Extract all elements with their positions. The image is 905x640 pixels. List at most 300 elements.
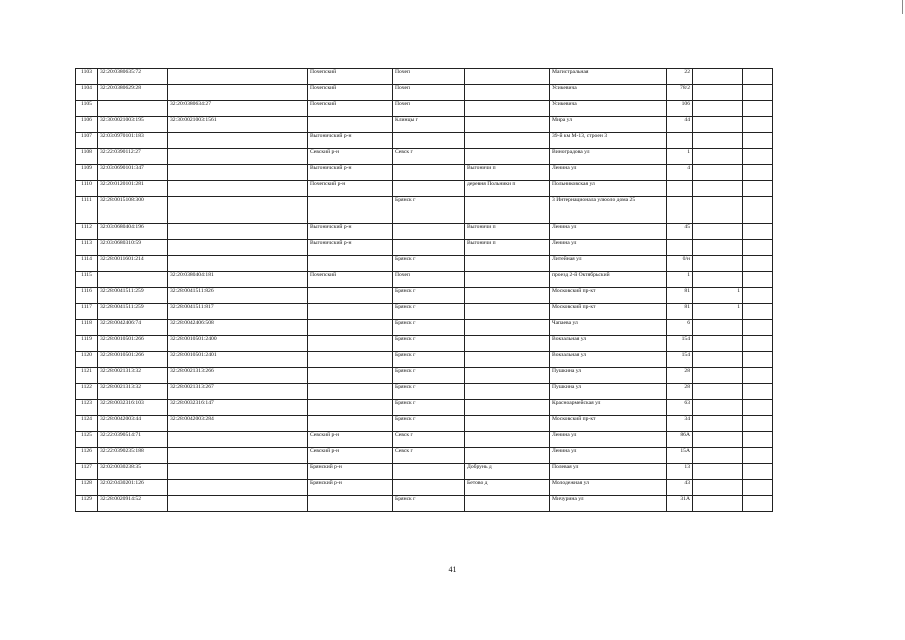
district-cell: Почепский: [308, 101, 393, 117]
house-number-cell: [667, 133, 693, 149]
settlement-cell: [465, 304, 550, 320]
cadastral-number-cell: 32:28:0011601:214: [98, 256, 168, 272]
table-row: [76, 400, 773, 416]
object-cadastral-number-cell: [168, 149, 308, 165]
city-cell: Брянск г: [393, 384, 465, 400]
district-cell: Севский р-н: [308, 448, 393, 464]
settlement-cell: [465, 496, 550, 512]
street-cell: Ленина ул: [550, 240, 667, 256]
district-cell: [308, 320, 393, 336]
city-cell: Брянск г: [393, 197, 465, 224]
district-cell: Почепский: [308, 272, 393, 288]
city-cell: Почеп: [393, 69, 465, 85]
house-number-cell: 15А: [667, 448, 693, 464]
table-row: [76, 288, 773, 304]
house-number-cell: 0/н: [667, 256, 693, 272]
street-cell: Пушкина ул: [550, 384, 667, 400]
district-cell: [308, 197, 393, 224]
street-cell: 3 Интернационала улюоло дома 25: [550, 197, 667, 224]
settlement-cell: [465, 448, 550, 464]
city-cell: Севск г: [393, 432, 465, 448]
settlement-cell: [465, 197, 550, 224]
apartment-cell: [743, 101, 773, 117]
row-number-cell: 1113: [76, 240, 98, 256]
building-cell: [693, 352, 743, 368]
building-cell: [693, 256, 743, 272]
settlement-cell: деревня Польники п: [465, 181, 550, 197]
row-number-cell: 1119: [76, 336, 98, 352]
city-cell: Севск г: [393, 448, 465, 464]
cadastral-number-cell: 32:28:0042406:74: [98, 320, 168, 336]
apartment-cell: [743, 288, 773, 304]
cadastral-number-cell: 32:28:0015108:300: [98, 197, 168, 224]
row-number-cell: 1122: [76, 384, 98, 400]
settlement-cell: [465, 101, 550, 117]
house-number-cell: [667, 197, 693, 224]
cadastral-number-cell: 32:28:0021313:32: [98, 368, 168, 384]
district-cell: [308, 256, 393, 272]
row-number-cell: 1116: [76, 288, 98, 304]
district-cell: Выгоничский р-н: [308, 165, 393, 181]
house-number-cell: 22: [667, 69, 693, 85]
city-cell: [393, 181, 465, 197]
cadastral-number-cell: 32:20:0380635:72: [98, 69, 168, 85]
city-cell: Брянск г: [393, 320, 465, 336]
street-cell: Вокзальная ул: [550, 336, 667, 352]
street-cell: Полевая ул: [550, 464, 667, 480]
street-cell: Мичурина ул: [550, 496, 667, 512]
settlement-cell: [465, 133, 550, 149]
table-row: [76, 197, 773, 224]
row-number-cell: 1128: [76, 480, 98, 496]
district-cell: Севский р-н: [308, 432, 393, 448]
apartment-cell: [743, 432, 773, 448]
apartment-cell: [743, 416, 773, 432]
object-cadastral-number-cell: [168, 448, 308, 464]
street-cell: Ленина ул: [550, 448, 667, 464]
house-number-cell: 81: [667, 304, 693, 320]
building-cell: [693, 496, 743, 512]
street-cell: Ленина ул: [550, 432, 667, 448]
settlement-cell: Добрунь д: [465, 464, 550, 480]
object-cadastral-number-cell: [168, 181, 308, 197]
row-number-cell: 1103: [76, 69, 98, 85]
city-cell: [393, 165, 465, 181]
cadastral-number-cell: 32:28:0010501:266: [98, 336, 168, 352]
apartment-cell: [743, 240, 773, 256]
street-cell: Магистральная: [550, 69, 667, 85]
building-cell: [693, 181, 743, 197]
cadastral-number-cell: 32:28:0041511:259: [98, 304, 168, 320]
building-cell: [693, 224, 743, 240]
city-cell: Брянск г: [393, 304, 465, 320]
row-number-cell: 1126: [76, 448, 98, 464]
street-cell: Московский пр-кт: [550, 416, 667, 432]
building-cell: 1: [693, 288, 743, 304]
table-row: [76, 240, 773, 256]
apartment-cell: [743, 85, 773, 101]
table-row: [76, 496, 773, 512]
building-cell: 1: [693, 304, 743, 320]
cadastral-number-cell: 32:03:0690101:347: [98, 165, 168, 181]
district-cell: Выгоничский р-н: [308, 224, 393, 240]
cadastral-number-cell: 32:02:0430201:126: [98, 480, 168, 496]
cadastral-number-cell: 32:22:0390514:71: [98, 432, 168, 448]
house-number-cell: 4: [667, 165, 693, 181]
city-cell: Почеп: [393, 272, 465, 288]
row-number-cell: 1108: [76, 149, 98, 165]
cadastral-number-cell: 32:28:0032316:103: [98, 400, 168, 416]
cadastral-number-cell: 32:03:0680404:196: [98, 224, 168, 240]
object-cadastral-number-cell: 32:20:0380634:27: [168, 101, 308, 117]
street-cell: Усикевича: [550, 85, 667, 101]
settlement-cell: [465, 384, 550, 400]
cadastral-number-cell: 32:28:0010501:266: [98, 352, 168, 368]
apartment-cell: [743, 448, 773, 464]
apartment-cell: [743, 197, 773, 224]
city-cell: [393, 133, 465, 149]
object-cadastral-number-cell: [168, 464, 308, 480]
object-cadastral-number-cell: 32:28:0021313:267: [168, 384, 308, 400]
building-cell: [693, 400, 743, 416]
apartment-cell: [743, 165, 773, 181]
house-number-cell: 154: [667, 336, 693, 352]
settlement-cell: Выгоничи п: [465, 240, 550, 256]
house-number-cell: 86А: [667, 432, 693, 448]
cadastral-number-cell: [98, 272, 168, 288]
row-number-cell: 1112: [76, 224, 98, 240]
city-cell: [393, 464, 465, 480]
settlement-cell: [465, 85, 550, 101]
street-cell: Московский пр-кт: [550, 304, 667, 320]
object-cadastral-number-cell: 32:28:0041511:817: [168, 304, 308, 320]
building-cell: [693, 240, 743, 256]
building-cell: [693, 384, 743, 400]
street-cell: проезд 2-й Октябрьский: [550, 272, 667, 288]
house-number-cell: 43: [667, 480, 693, 496]
building-cell: [693, 117, 743, 133]
district-cell: Брянский р-н: [308, 480, 393, 496]
building-cell: [693, 197, 743, 224]
table-row: [76, 272, 773, 288]
apartment-cell: [743, 133, 773, 149]
apartment-cell: [743, 336, 773, 352]
cadastral-number-cell: 32:02:0030238:35: [98, 464, 168, 480]
street-cell: Пушкина ул: [550, 368, 667, 384]
district-cell: [308, 400, 393, 416]
street-cell: Виноградова ул: [550, 149, 667, 165]
house-number-cell: 1: [667, 149, 693, 165]
street-cell: Молодежная ул: [550, 480, 667, 496]
row-number-cell: 1110: [76, 181, 98, 197]
settlement-cell: [465, 69, 550, 85]
district-cell: [308, 304, 393, 320]
object-cadastral-number-cell: 32:28:0010501:2400: [168, 336, 308, 352]
building-cell: [693, 368, 743, 384]
apartment-cell: [743, 480, 773, 496]
city-cell: Почеп: [393, 101, 465, 117]
cadastral-number-cell: 32:28:0021313:32: [98, 384, 168, 400]
row-number-cell: 1129: [76, 496, 98, 512]
table-row: [76, 384, 773, 400]
street-cell: Чапаева ул: [550, 320, 667, 336]
settlement-cell: Выгоничи п: [465, 165, 550, 181]
house-number-cell: 28: [667, 368, 693, 384]
house-number-cell: 106: [667, 101, 693, 117]
building-cell: [693, 149, 743, 165]
settlement-cell: [465, 336, 550, 352]
district-cell: [308, 117, 393, 133]
object-cadastral-number-cell: [168, 240, 308, 256]
row-number-cell: 1111: [76, 197, 98, 224]
table-row: [76, 256, 773, 272]
city-cell: [393, 240, 465, 256]
object-cadastral-number-cell: [168, 480, 308, 496]
table-row: [76, 101, 773, 117]
table-row: [76, 304, 773, 320]
apartment-cell: [743, 181, 773, 197]
house-number-cell: 1: [667, 272, 693, 288]
house-number-cell: 154: [667, 352, 693, 368]
table-body: [76, 69, 773, 512]
building-cell: [693, 416, 743, 432]
settlement-cell: [465, 432, 550, 448]
district-cell: [308, 368, 393, 384]
row-number-cell: 1106: [76, 117, 98, 133]
house-number-cell: [667, 181, 693, 197]
table-row: [76, 181, 773, 197]
apartment-cell: [743, 496, 773, 512]
house-number-cell: 45: [667, 224, 693, 240]
settlement-cell: [465, 352, 550, 368]
building-cell: [693, 464, 743, 480]
building-cell: [693, 133, 743, 149]
cadastral-number-cell: 32:28:0042003:44: [98, 416, 168, 432]
object-cadastral-number-cell: [168, 69, 308, 85]
street-cell: Ленина ул: [550, 224, 667, 240]
apartment-cell: [743, 272, 773, 288]
district-cell: [308, 352, 393, 368]
cadastral-number-cell: 32:03:0970101:183: [98, 133, 168, 149]
city-cell: Брянск г: [393, 256, 465, 272]
street-cell: Усикевича: [550, 101, 667, 117]
district-cell: Севский р-н: [308, 149, 393, 165]
cadastral-number-cell: 32:30:0021003:195: [98, 117, 168, 133]
city-cell: Брянск г: [393, 368, 465, 384]
street-cell: Мира ул: [550, 117, 667, 133]
city-cell: Брянск г: [393, 496, 465, 512]
row-number-cell: 1114: [76, 256, 98, 272]
object-cadastral-number-cell: [168, 197, 308, 224]
apartment-cell: [743, 368, 773, 384]
house-number-cell: 44: [667, 117, 693, 133]
building-cell: [693, 165, 743, 181]
district-cell: Выгоничский р-н: [308, 240, 393, 256]
building-cell: [693, 448, 743, 464]
building-cell: [693, 320, 743, 336]
district-cell: Почепский: [308, 85, 393, 101]
settlement-cell: [465, 368, 550, 384]
row-number-cell: 1123: [76, 400, 98, 416]
street-cell: Литейная ул: [550, 256, 667, 272]
table-row: [76, 416, 773, 432]
table-row: [76, 224, 773, 240]
table-row: [76, 117, 773, 133]
house-number-cell: 28: [667, 384, 693, 400]
district-cell: Брянский р-н: [308, 464, 393, 480]
building-cell: [693, 85, 743, 101]
object-cadastral-number-cell: 32:28:0041511:826: [168, 288, 308, 304]
cadastral-number-cell: 32:22:0390112:27: [98, 149, 168, 165]
object-cadastral-number-cell: [168, 85, 308, 101]
object-cadastral-number-cell: [168, 256, 308, 272]
district-cell: [308, 416, 393, 432]
house-number-cell: [667, 240, 693, 256]
district-cell: Выгоничский р-н: [308, 133, 393, 149]
settlement-cell: [465, 272, 550, 288]
city-cell: Брянск г: [393, 352, 465, 368]
apartment-cell: [743, 149, 773, 165]
city-cell: [393, 480, 465, 496]
city-cell: Брянск г: [393, 400, 465, 416]
settlement-cell: [465, 149, 550, 165]
object-cadastral-number-cell: 32:28:0010501:2401: [168, 352, 308, 368]
building-cell: [693, 69, 743, 85]
district-cell: [308, 336, 393, 352]
row-number-cell: 1115: [76, 272, 98, 288]
object-cadastral-number-cell: [168, 165, 308, 181]
table-row: [76, 165, 773, 181]
page-number: 41: [448, 565, 457, 574]
district-cell: [308, 288, 393, 304]
object-cadastral-number-cell: 32:28:0042003:284: [168, 416, 308, 432]
object-cadastral-number-cell: 32:20:0380404:181: [168, 272, 308, 288]
city-cell: Брянск г: [393, 336, 465, 352]
building-cell: [693, 432, 743, 448]
object-cadastral-number-cell: [168, 432, 308, 448]
row-number-cell: 1124: [76, 416, 98, 432]
apartment-cell: [743, 384, 773, 400]
table-row: [76, 432, 773, 448]
row-number-cell: 1104: [76, 85, 98, 101]
building-cell: [693, 272, 743, 288]
table-row: [76, 320, 773, 336]
apartment-cell: [743, 464, 773, 480]
table-row: [76, 336, 773, 352]
apartment-cell: [743, 400, 773, 416]
apartment-cell: [743, 256, 773, 272]
house-number-cell: 78/2: [667, 85, 693, 101]
cadastral-number-cell: 32:03:0680310:59: [98, 240, 168, 256]
row-number-cell: 1127: [76, 464, 98, 480]
apartment-cell: [743, 224, 773, 240]
apartment-cell: [743, 304, 773, 320]
building-cell: [693, 336, 743, 352]
house-number-cell: 31А: [667, 496, 693, 512]
table-row: [76, 85, 773, 101]
table-row: [76, 69, 773, 85]
cadastral-number-cell: 32:28:0041511:259: [98, 288, 168, 304]
table-row: [76, 480, 773, 496]
house-number-cell: 34: [667, 416, 693, 432]
row-number-cell: 1118: [76, 320, 98, 336]
apartment-cell: [743, 352, 773, 368]
settlement-cell: [465, 400, 550, 416]
row-number-cell: 1120: [76, 352, 98, 368]
page-edge-mark: [902, 0, 903, 14]
apartment-cell: [743, 69, 773, 85]
settlement-cell: Выгоничи п: [465, 224, 550, 240]
street-cell: Польниковская ул: [550, 181, 667, 197]
table-row: [76, 149, 773, 165]
cadastral-number-cell: 32:22:0390235:188: [98, 448, 168, 464]
street-cell: Красноармейская ул: [550, 400, 667, 416]
object-cadastral-number-cell: [168, 496, 308, 512]
row-number-cell: 1109: [76, 165, 98, 181]
cadastral-number-cell: [98, 101, 168, 117]
cadastral-number-cell: 32:28:0020914:52: [98, 496, 168, 512]
settlement-cell: [465, 256, 550, 272]
settlement-cell: [465, 117, 550, 133]
street-cell: Московский пр-кт: [550, 288, 667, 304]
house-number-cell: 6: [667, 320, 693, 336]
apartment-cell: [743, 320, 773, 336]
building-cell: [693, 101, 743, 117]
cadastral-number-cell: 32:20:0380629:28: [98, 85, 168, 101]
settlement-cell: Бетово д: [465, 480, 550, 496]
object-cadastral-number-cell: 32:30:0021003:1561: [168, 117, 308, 133]
house-number-cell: 13: [667, 464, 693, 480]
object-cadastral-number-cell: 32:28:0032316:147: [168, 400, 308, 416]
district-cell: Почепский р-н: [308, 181, 393, 197]
object-cadastral-number-cell: [168, 224, 308, 240]
property-register-table: [75, 68, 773, 512]
cadastral-number-cell: 32:20:0120101:281: [98, 181, 168, 197]
table-row: [76, 368, 773, 384]
settlement-cell: [465, 416, 550, 432]
settlement-cell: [465, 288, 550, 304]
table-row: [76, 464, 773, 480]
house-number-cell: 81: [667, 288, 693, 304]
row-number-cell: 1121: [76, 368, 98, 384]
object-cadastral-number-cell: [168, 133, 308, 149]
city-cell: Клинцы г: [393, 117, 465, 133]
row-number-cell: 1125: [76, 432, 98, 448]
row-number-cell: 1117: [76, 304, 98, 320]
city-cell: Брянск г: [393, 288, 465, 304]
apartment-cell: [743, 117, 773, 133]
city-cell: Почеп: [393, 85, 465, 101]
building-cell: [693, 480, 743, 496]
settlement-cell: [465, 320, 550, 336]
table-row: [76, 448, 773, 464]
street-cell: 39-й км М-13, строен 3: [550, 133, 667, 149]
object-cadastral-number-cell: 32:28:0042406:508: [168, 320, 308, 336]
street-cell: Ленина ул: [550, 165, 667, 181]
street-cell: Вокзальная ул: [550, 352, 667, 368]
city-cell: [393, 224, 465, 240]
city-cell: Севск г: [393, 149, 465, 165]
district-cell: Почепский: [308, 69, 393, 85]
house-number-cell: 63: [667, 400, 693, 416]
district-cell: [308, 496, 393, 512]
table-row: [76, 133, 773, 149]
object-cadastral-number-cell: 32:28:0021313:266: [168, 368, 308, 384]
row-number-cell: 1107: [76, 133, 98, 149]
table-row: [76, 352, 773, 368]
district-cell: [308, 384, 393, 400]
row-number-cell: 1105: [76, 101, 98, 117]
